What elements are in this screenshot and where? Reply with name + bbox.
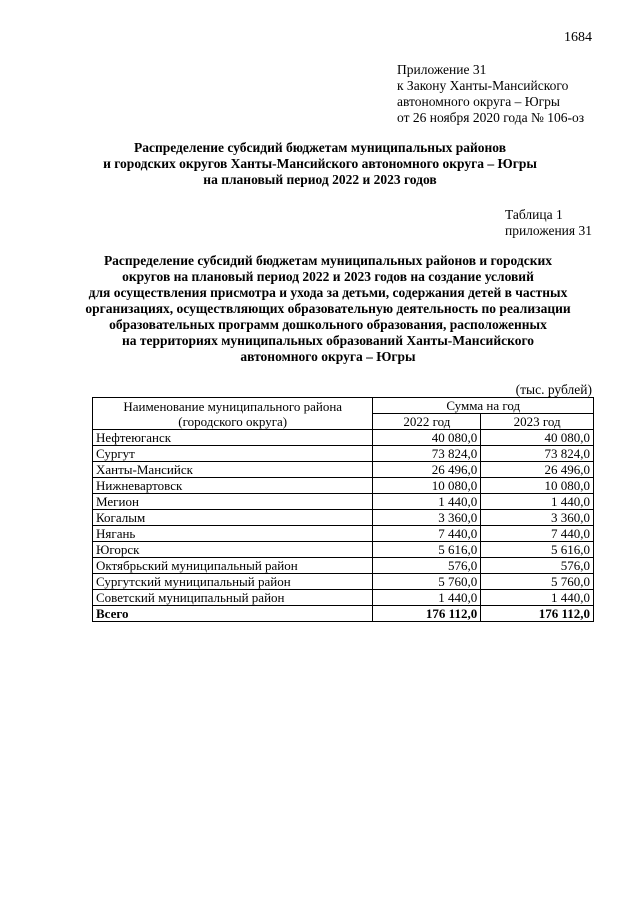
- appendix-reference: [397, 62, 584, 126]
- table-title: [48, 253, 608, 365]
- document-title-line: и городских округов Ханты-Мансийского автономного округа – Югры: [103, 156, 537, 171]
- header-year-2023: 2023 год: [481, 414, 594, 430]
- subsidy-table: [92, 397, 594, 622]
- amount-2023: 576,0: [481, 558, 594, 574]
- table-title-line: округов на плановый период 2022 и 2023 годов на создание условий: [122, 269, 534, 284]
- table-row: [93, 478, 594, 494]
- amount-2022: 40 080,0: [373, 430, 481, 446]
- units-label: (тыс. рублей): [515, 382, 592, 397]
- total-2022: 176 112,0: [373, 606, 481, 622]
- total-2023: 176 112,0: [481, 606, 594, 622]
- table-header-row: [93, 398, 594, 414]
- municipality-name: Сургутский муниципальный район: [93, 574, 373, 590]
- municipality-name: Нягань: [93, 526, 373, 542]
- municipality-name: Сургут: [93, 446, 373, 462]
- amount-2023: 3 360,0: [481, 510, 594, 526]
- table-title-line: автономного округа – Югры: [240, 349, 416, 364]
- header-year-2022: 2022 год: [373, 414, 481, 430]
- table-title-line: на территориях муниципальных образований Ханты-Мансийского: [121, 333, 535, 348]
- amount-2023: 5 760,0: [481, 574, 594, 590]
- appendix-line: от 26 ноября 2020 года № 106-оз: [397, 110, 585, 125]
- amount-2023: 1 440,0: [481, 494, 594, 510]
- total-label: Всего: [93, 606, 373, 622]
- municipality-name: Нижневартовск: [93, 478, 373, 494]
- municipality-name: Югорск: [93, 542, 373, 558]
- amount-2022: 576,0: [373, 558, 481, 574]
- document-title: [48, 140, 592, 188]
- table-title-line: Распределение субсидий бюджетам муниципальных районов и городских: [103, 253, 553, 268]
- amount-2022: 5 760,0: [373, 574, 481, 590]
- table-row: [93, 446, 594, 462]
- amount-2023: 7 440,0: [481, 526, 594, 542]
- header-municipality-line: Наименование муниципального района: [123, 398, 343, 414]
- amount-2022: 10 080,0: [373, 478, 481, 494]
- table-title-line: организациях, осуществляющих образовательную деятельность по реализации: [85, 301, 571, 316]
- table-row: [93, 590, 594, 606]
- table-row: [93, 558, 594, 574]
- page-number: 1684: [564, 30, 592, 45]
- table-title-line: образовательных программ дошкольного образования, расположенных: [109, 317, 547, 332]
- table-row: [93, 526, 594, 542]
- amount-2023: 26 496,0: [481, 462, 594, 478]
- table-reference-line: приложения 31: [504, 223, 592, 238]
- table-row: [93, 510, 594, 526]
- table-title-line: для осуществления присмотра и ухода за детьми, содержания детей в частных: [88, 285, 568, 300]
- amount-2022: 73 824,0: [373, 446, 481, 462]
- table-reference-line: Таблица 1: [504, 207, 563, 222]
- document-title-line: на плановый период 2022 и 2023 годов: [203, 172, 437, 187]
- municipality-name: Октябрьский муниципальный район: [93, 558, 373, 574]
- amount-2022: 1 440,0: [373, 590, 481, 606]
- table-row: [93, 462, 594, 478]
- document-title-line: Распределение субсидий бюджетам муниципальных районов: [133, 140, 507, 155]
- amount-2022: 5 616,0: [373, 542, 481, 558]
- amount-2023: 10 080,0: [481, 478, 594, 494]
- municipality-name: Нефтеюганск: [93, 430, 373, 446]
- amount-2023: 40 080,0: [481, 430, 594, 446]
- amount-2022: 7 440,0: [373, 526, 481, 542]
- appendix-line: к Закону Ханты-Мансийского: [397, 78, 569, 93]
- municipality-name: Ханты-Мансийск: [93, 462, 373, 478]
- table-row: [93, 542, 594, 558]
- municipality-name: Когалым: [93, 510, 373, 526]
- table-row: [93, 494, 594, 510]
- table-total-row: [93, 606, 594, 622]
- amount-2023: 1 440,0: [481, 590, 594, 606]
- municipality-name: Мегион: [93, 494, 373, 510]
- amount-2023: 73 824,0: [481, 446, 594, 462]
- amount-2022: 26 496,0: [373, 462, 481, 478]
- amount-2022: 3 360,0: [373, 510, 481, 526]
- table-row: [93, 430, 594, 446]
- appendix-line: автономного округа – Югры: [397, 94, 560, 109]
- appendix-line: Приложение 31: [397, 62, 487, 77]
- header-municipality: [93, 398, 373, 430]
- header-sum-per-year: Сумма на год: [373, 398, 594, 414]
- amount-2023: 5 616,0: [481, 542, 594, 558]
- municipality-name: Советский муниципальный район: [93, 590, 373, 606]
- header-municipality-line: (городского округа): [178, 413, 288, 429]
- table-row: [93, 574, 594, 590]
- amount-2022: 1 440,0: [373, 494, 481, 510]
- table-reference: [505, 207, 592, 239]
